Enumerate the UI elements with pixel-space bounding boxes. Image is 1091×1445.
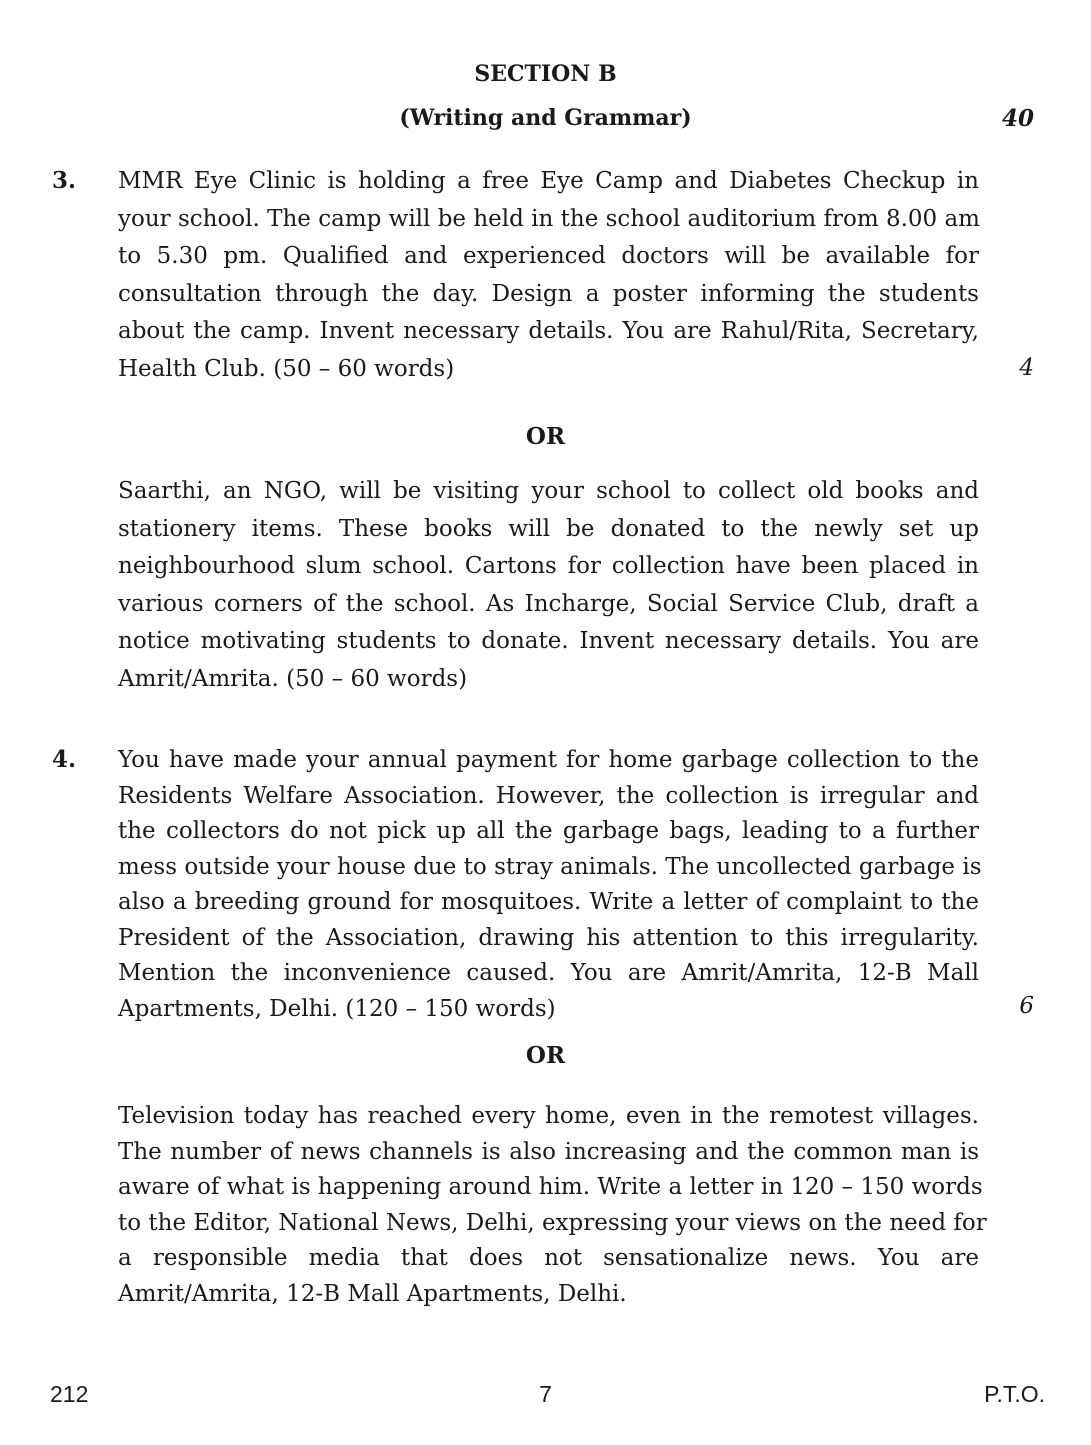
question-4-alt-line: Television today has reached every home, even in the remotest villages. <box>118 1103 979 1129</box>
footer-page-number: 7 <box>539 1381 552 1407</box>
question-4-alt-line: Amrit/Amrita, 12-B Mall Apartments, Delhi. <box>118 1280 627 1307</box>
question-4-number: 4. <box>52 746 77 773</box>
question-4-marks: 6 <box>1019 993 1034 1019</box>
question-3-line: your school. The camp will be held in the school auditorium from 8.00 am <box>118 205 980 232</box>
question-4-line: Apartments, Delhi. (120 – 150 words) <box>118 995 556 1022</box>
question-4-alt-line: The number of news channels is also increasing and the common man is <box>118 1138 979 1165</box>
question-4-line: President of the Association, drawing his attention to this irregularity. <box>118 924 979 951</box>
question-3-line: to 5.30 pm. Qualified and experienced doctors will be available for <box>118 243 979 269</box>
question-4-line: You have made your annual payment for home garbage collection to the <box>118 747 979 773</box>
question-3-alt-text <box>118 473 979 698</box>
question-3-alt-line: neighbourhood slum school. Cartons for collection have been placed in <box>118 553 979 579</box>
question-3-alt-line: Saarthi, an NGO, will be visiting your school to collect old books and <box>118 478 979 504</box>
question-3-or: OR <box>525 423 566 450</box>
question-3-line: MMR Eye Clinic is holding a free Eye Camp and Diabetes Checkup in <box>118 168 979 194</box>
question-4-line: the collectors do not pick up all the garbage bags, leading to a further <box>118 818 979 844</box>
question-3-alt-line: various corners of the school. As Incharge, Social Service Club, draft a <box>118 590 979 617</box>
question-3-number: 3. <box>52 167 77 194</box>
section-subtitle: (Writing and Grammar) <box>399 105 692 131</box>
question-4-line: also a breeding ground for mosquitoes. Write a letter of complaint to the <box>118 889 979 915</box>
question-3-line: Health Club. (50 – 60 words) <box>118 355 455 382</box>
question-3-text <box>118 163 979 388</box>
question-4-alt-text <box>118 1099 987 1312</box>
question-4-text <box>118 743 982 1027</box>
footer-paper-code: 212 <box>50 1381 89 1407</box>
question-3-line: about the camp. Invent necessary details. You are Rahul/Rita, Secretary, <box>118 318 979 344</box>
question-4-alt-line: to the Editor, National News, Delhi, expressing your views on the need for <box>118 1209 987 1236</box>
question-4-alt-line: a responsible media that does not sensationalize news. You are <box>118 1245 979 1271</box>
question-3-alt-line: notice motivating students to donate. Invent necessary details. You are <box>118 628 979 654</box>
question-3-line: consultation through the day. Design a poster informing the students <box>118 280 979 307</box>
question-4-or: OR <box>525 1042 566 1069</box>
question-4-alt-line: aware of what is happening around him. Write a letter in 120 – 150 words <box>118 1174 983 1200</box>
question-4-line: mess outside your house due to stray animals. The uncollected garbage is <box>118 853 982 880</box>
question-4-line: Residents Welfare Association. However, the collection is irregular and <box>118 782 979 809</box>
section-total-marks: 40 <box>1001 105 1034 132</box>
question-3-marks: 4 <box>1019 355 1034 381</box>
section-title: SECTION B <box>474 61 617 87</box>
question-4-line: Mention the inconvenience caused. You are Amrit/Amrita, 12-B Mall <box>118 960 979 986</box>
footer-pto: P.T.O. <box>984 1381 1045 1407</box>
question-3-alt-line: stationery items. These books will be donated to the newly set up <box>118 515 979 542</box>
question-3-alt-line: Amrit/Amrita. (50 – 60 words) <box>118 665 468 692</box>
